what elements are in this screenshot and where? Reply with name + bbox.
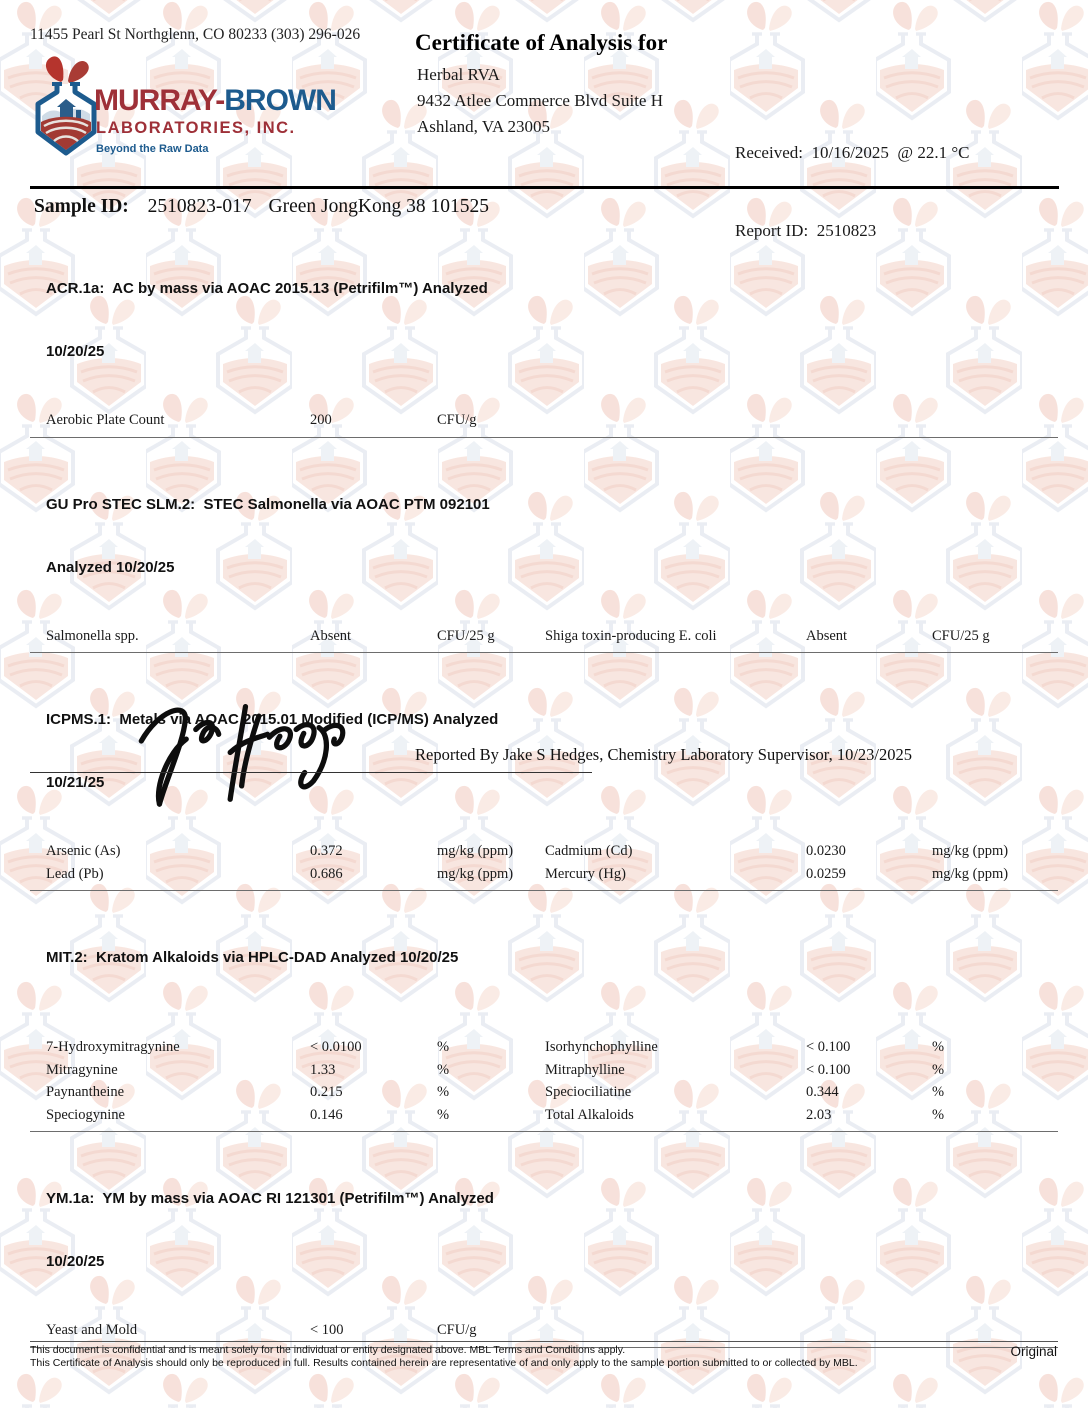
result-value: 0.215 [310, 1084, 343, 1100]
test-section [30, 236, 1058, 438]
section-rows [46, 409, 1058, 432]
received-row [735, 140, 969, 166]
section-title [46, 1146, 1058, 1314]
lab-logo-tagline: Beyond the Raw Data [96, 143, 209, 155]
result-value: 200 [310, 412, 332, 428]
analyte-name: Speciogynine [46, 1106, 125, 1123]
result-unit: % [932, 1039, 945, 1055]
result-value: 0.686 [310, 865, 343, 882]
analyte-name: Salmonella spp. [46, 627, 139, 644]
result-row [46, 863, 1058, 886]
section-title-line2: 10/20/25 [46, 1253, 105, 1270]
result-row [46, 1036, 1058, 1059]
result-value: 0.146 [310, 1106, 343, 1123]
result-unit [932, 409, 1058, 432]
footer-disclaimer [30, 1344, 930, 1370]
test-section [30, 1146, 1058, 1348]
section-title-line1: MIT.2: Kratom Alkaloids via HPLC-DAD Analyzed 10/20/25 [46, 949, 459, 966]
result-unit: mg/kg (ppm) [932, 843, 1009, 859]
result-unit: % [437, 1106, 450, 1123]
analyte-name: Cadmium (Cd) [545, 843, 633, 859]
result-unit: CFU/25 g [932, 627, 990, 644]
client-address-line1: 9432 Atlee Commerce Blvd Suite H [417, 91, 663, 110]
result-value: 2.03 [806, 1106, 832, 1123]
section-title-line1: ACR.1a: AC by mass via AOAC 2015.13 (Petrifilm™) Analyzed [46, 280, 488, 297]
result-unit: CFU/g [437, 412, 477, 428]
result-value: < 0.100 [806, 1039, 851, 1055]
received-value: 10/16/2025 @ 22.1 °C [811, 143, 970, 162]
analyte-name: Lead (Pb) [46, 865, 104, 882]
result-value: 0.344 [806, 1084, 839, 1100]
analyte-name: Yeast and Mold [46, 1322, 138, 1338]
signature-line [30, 772, 592, 773]
result-row [46, 1081, 1058, 1104]
section-title-line1: ICPMS.1: Metals via AOAC 2015.01 Modified (ICP/MS) Analyzed [46, 711, 499, 728]
section-title-line1: GU Pro STEC SLM.2: STEC Salmonella via AOAC PTM 092101 [46, 495, 490, 513]
footer-divider [30, 1341, 1058, 1342]
document-title: Certificate of Analysis for [415, 30, 668, 55]
page-type-label: Original [1010, 1344, 1057, 1359]
analyte-name [545, 1319, 806, 1342]
logo-name-brown: BROWN [224, 84, 336, 117]
section-title [46, 905, 1058, 1031]
result-value: Absent [310, 627, 352, 644]
result-value: 1.33 [310, 1061, 336, 1078]
section-title [46, 452, 1058, 620]
result-value: 0.0259 [806, 865, 846, 882]
analyte-name: Mitraphylline [545, 1061, 625, 1078]
section-divider [30, 652, 1058, 653]
result-unit: mg/kg (ppm) [437, 865, 514, 882]
analyte-name: Paynantheine [46, 1084, 125, 1100]
footer-line1: This document is confidential and is meant solely for the individual or entity designated above. MBL Terms and Conditions apply. [30, 1344, 626, 1356]
report-id-label: Report ID: [735, 221, 809, 240]
result-row [46, 1104, 1058, 1127]
result-unit: mg/kg (ppm) [932, 865, 1009, 882]
client-address-line2: Ashland, VA 23005 [417, 117, 551, 136]
result-value: < 0.100 [806, 1061, 851, 1078]
analyte-name: Aerobic Plate Count [46, 412, 165, 428]
analyte-name: Arsenic (As) [46, 843, 121, 859]
result-value: < 100 [310, 1322, 344, 1338]
sample-description: Green JongKong 38 101525 [268, 196, 489, 217]
section-title-line2: 10/21/25 [46, 774, 105, 791]
section-rows [46, 840, 1058, 885]
lab-logo-name [94, 84, 336, 118]
section-title [46, 236, 1058, 404]
analyte-name [545, 409, 806, 432]
result-unit: % [932, 1084, 945, 1100]
sample-id-value: 2510823-017 [147, 196, 252, 217]
section-title-line1: YM.1a: YM by mass via AOAC RI 121301 (Petrifilm™) Analyzed [46, 1190, 494, 1207]
result-unit: % [437, 1084, 450, 1100]
section-rows [46, 1319, 1058, 1342]
result-unit: CFU/g [437, 1322, 477, 1338]
sample-id-bar [30, 186, 1059, 218]
analyte-name: 7-Hydroxymitragynine [46, 1039, 180, 1055]
result-value [806, 409, 932, 432]
result-value: < 0.0100 [310, 1039, 362, 1055]
test-section [30, 905, 1058, 1132]
analyte-name: Isorhynchophylline [545, 1039, 658, 1055]
section-title-line2: 10/20/25 [46, 343, 105, 360]
result-value: Absent [806, 627, 848, 644]
sample-id-label: Sample ID: [34, 196, 129, 217]
analyte-name: Mercury (Hg) [545, 865, 626, 882]
lab-logo-flask-icon [30, 54, 102, 164]
test-section [30, 452, 1058, 654]
result-unit: % [437, 1039, 450, 1055]
analyte-name: Shiga toxin-producing E. coli [545, 627, 717, 644]
result-value: 0.0230 [806, 843, 846, 859]
lab-logo-subtitle: LABORATORIES, INC. [96, 119, 296, 137]
result-unit: % [932, 1106, 945, 1123]
lab-address: 11455 Pearl St Northglenn, CO 80233 (303) 296-026 [30, 26, 361, 43]
analyte-name: Total Alkaloids [545, 1106, 634, 1123]
section-title-line2: Analyzed 10/20/25 [46, 558, 175, 576]
section-rows [46, 625, 1058, 648]
reported-by-text: Reported By Jake S Hedges, Chemistry Laboratory Supervisor, 10/23/2025 [415, 745, 913, 764]
result-row [46, 1319, 1058, 1342]
result-unit: % [932, 1061, 945, 1078]
client-name: Herbal RVA [417, 65, 500, 84]
result-row [46, 409, 1058, 432]
logo-name-murray: MURRAY- [94, 84, 225, 117]
footer-line2: This Certificate of Analysis should only be reproduced in full. Results contained herein are representative of and only apply to the sample portion submitted to or collected by MBL. [30, 1357, 858, 1369]
result-unit: CFU/25 g [437, 627, 495, 644]
result-row [46, 840, 1058, 863]
section-divider [30, 890, 1058, 891]
report-id-value: 2510823 [816, 221, 877, 240]
result-row [46, 625, 1058, 648]
received-label: Received: [735, 143, 803, 162]
analyte-name: Speciociliatine [545, 1084, 632, 1100]
signature-scrawl [105, 696, 363, 808]
result-value [806, 1319, 932, 1342]
result-row [46, 1059, 1058, 1082]
result-unit: mg/kg (ppm) [437, 843, 514, 859]
result-unit [932, 1319, 1058, 1342]
section-rows [46, 1036, 1058, 1126]
analyte-name: Mitragynine [46, 1061, 118, 1078]
section-divider [30, 1131, 1058, 1132]
client-block [417, 62, 663, 140]
result-unit: % [437, 1061, 450, 1078]
result-value: 0.372 [310, 843, 343, 859]
section-divider [30, 437, 1058, 438]
